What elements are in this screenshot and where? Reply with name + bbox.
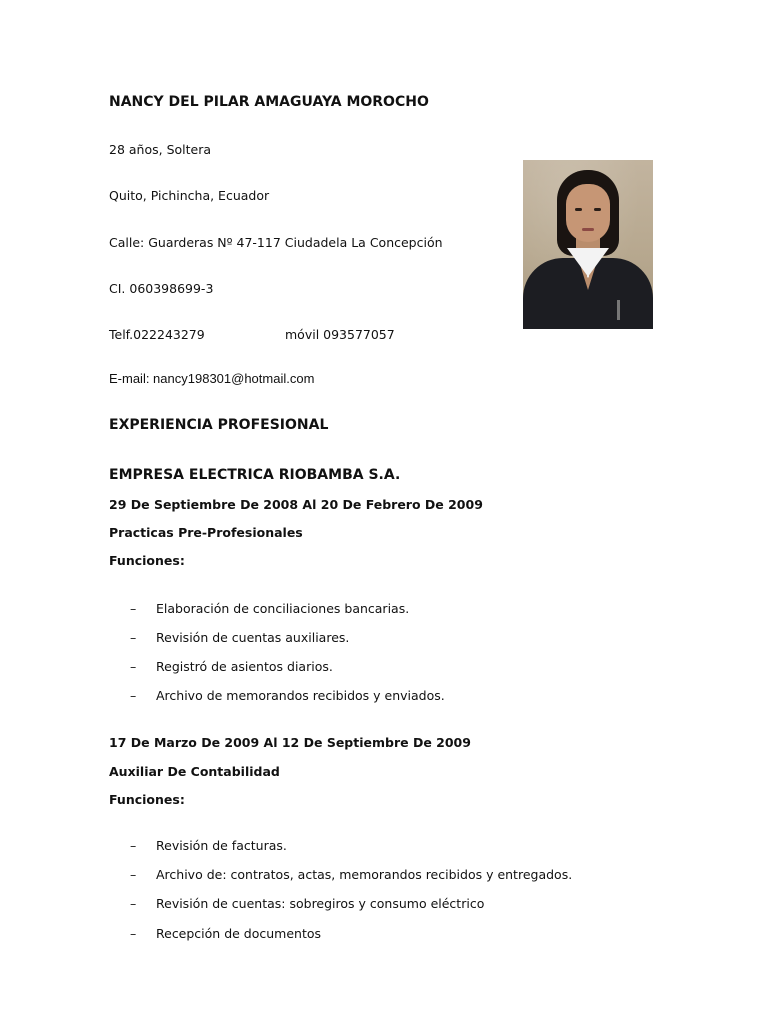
email: E-mail: nancy198301@hotmail.com — [109, 371, 315, 386]
bullet-dash: – — [130, 630, 137, 645]
list-item: – Elaboración de conciliaciones bancarias. — [130, 601, 410, 616]
bullet-dash: – — [130, 867, 137, 882]
list-item: – Archivo de: contratos, actas, memorandos recibidos y entregados. — [130, 867, 573, 882]
job-dates: 29 De Septiembre De 2008 Al 20 De Febrero De 2009 — [109, 497, 483, 512]
bullet-dash: – — [130, 896, 137, 911]
job-title: Auxiliar De Contabilidad — [109, 764, 280, 779]
section-title-experience: EXPERIENCIA PROFESIONAL — [109, 417, 329, 433]
list-item: – Archivo de memorandos recibidos y enviados. — [130, 688, 445, 703]
list-item: – Revisión de cuentas: sobregiros y consumo eléctrico — [130, 896, 485, 911]
job-title: Practicas Pre-Profesionales — [109, 525, 303, 540]
list-item: – Revisión de cuentas auxiliares. — [130, 630, 350, 645]
portrait-photo — [523, 160, 653, 329]
functions-label: Funciones: — [109, 792, 185, 807]
id-number: CI. 060398699-3 — [109, 281, 214, 296]
list-item: – Revisión de facturas. — [130, 838, 287, 853]
phone-row — [109, 327, 509, 343]
bullet-dash: – — [130, 659, 137, 674]
functions-label: Funciones: — [109, 553, 185, 568]
mobile-number: móvil 093577057 — [285, 327, 395, 342]
list-item: – Recepción de documentos — [130, 926, 322, 941]
company-name: EMPRESA ELECTRICA RIOBAMBA S.A. — [109, 467, 401, 483]
list-item: – Registró de asientos diarios. — [130, 659, 333, 674]
address: Calle: Guarderas Nº 47-117 Ciudadela La Concepción — [109, 235, 443, 250]
bullet-dash: – — [130, 601, 137, 616]
phone-number: Telf.022243279 — [109, 327, 205, 342]
age-marital-status: 28 años, Soltera — [109, 142, 212, 157]
bullet-dash: – — [130, 688, 137, 703]
location: Quito, Pichincha, Ecuador — [109, 188, 270, 203]
bullet-dash: – — [130, 926, 137, 941]
bullet-dash: – — [130, 838, 137, 853]
candidate-name: NANCY DEL PILAR AMAGUAYA MOROCHO — [109, 94, 429, 110]
job-dates: 17 De Marzo De 2009 Al 12 De Septiembre De 2009 — [109, 735, 471, 750]
